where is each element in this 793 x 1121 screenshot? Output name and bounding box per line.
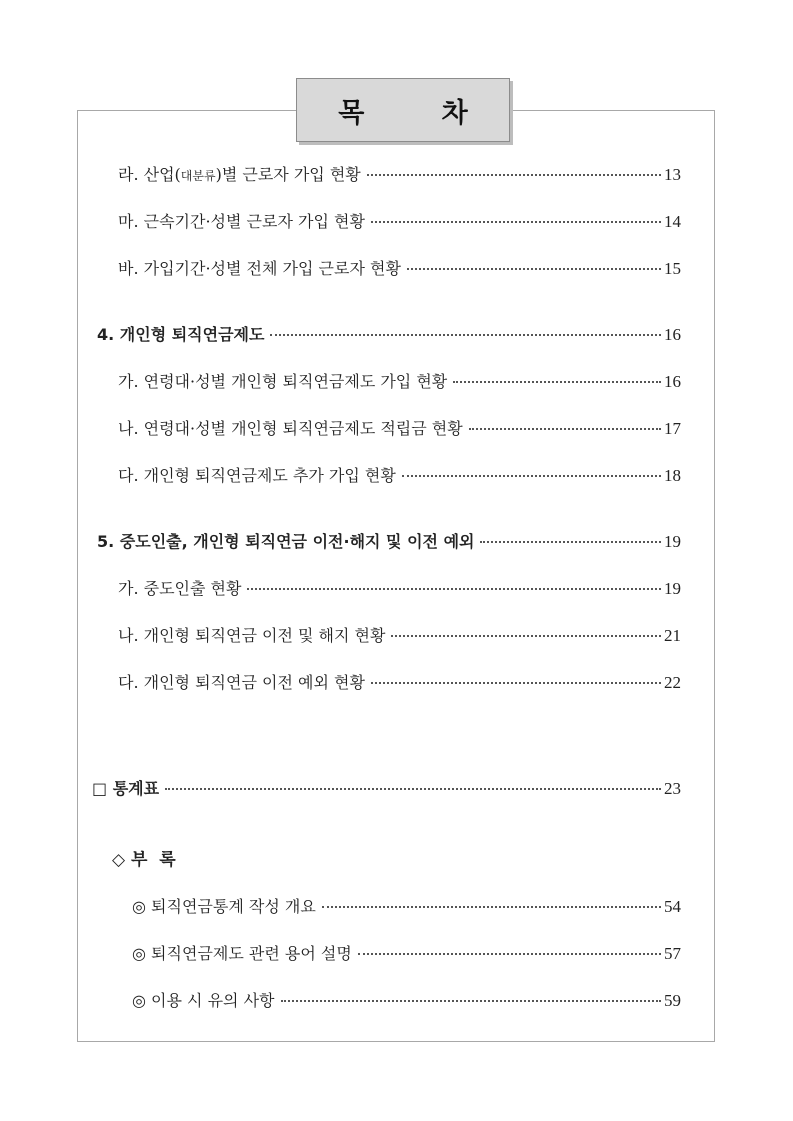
toc-entry-label: ◎ 퇴직연금통계 작성 개요	[132, 897, 316, 916]
toc-entry-transfer-termination[interactable]	[118, 623, 681, 647]
toc-entry-label: ◎ 이용 시 유의 사항	[132, 991, 275, 1010]
toc-entry-tenure-gender[interactable]	[118, 209, 681, 233]
dot-leader	[322, 906, 661, 908]
toc-page-number: 23	[664, 779, 681, 798]
toc-title: 목 차	[338, 97, 502, 129]
dot-leader	[281, 1000, 662, 1002]
toc-page-number: 15	[664, 259, 681, 278]
dot-leader	[247, 588, 661, 590]
toc-title-box	[296, 78, 510, 142]
toc-section-label: □ 통계표	[92, 779, 160, 798]
toc-page-number: 54	[664, 897, 681, 916]
toc-page-number: 17	[664, 419, 681, 438]
toc-entry-label: 나. 개인형 퇴직연금 이전 및 해지 현황	[118, 626, 386, 645]
toc-page-number: 14	[664, 212, 681, 231]
dot-leader	[371, 221, 661, 223]
toc-page-number: 16	[664, 325, 681, 344]
toc-entry-label: 가. 중도인출 현황	[118, 579, 242, 598]
toc-entry-irp-additional[interactable]	[118, 463, 681, 487]
toc-section-4[interactable]	[97, 322, 681, 346]
toc-entry-label: 가. 연령대·성별 개인형 퇴직연금제도 가입 현황	[118, 372, 448, 391]
toc-page-number: 13	[664, 165, 681, 184]
toc-entry-irp-join[interactable]	[118, 369, 681, 393]
toc-entry-label: 라. 산업(	[118, 165, 181, 184]
dot-leader	[371, 682, 661, 684]
toc-entry-transfer-exception[interactable]	[118, 670, 681, 694]
toc-page-number: 18	[664, 466, 681, 485]
toc-statistics-tables[interactable]	[92, 776, 681, 800]
toc-page-number: 22	[664, 673, 681, 692]
toc-page-number: 16	[664, 372, 681, 391]
appendix-heading: ◇ 부 록	[112, 850, 176, 870]
toc-page-number: 19	[664, 532, 681, 551]
toc-entry-label: 바. 가입기간·성별 전체 가입 근로자 현황	[118, 259, 401, 278]
toc-entry-label-rest: )별 근로자 가입 현황	[215, 165, 361, 184]
dot-leader	[407, 268, 661, 270]
toc-entry-label: 다. 개인형 퇴직연금 이전 예외 현황	[118, 673, 365, 692]
toc-section-label: 4. 개인형 퇴직연금제도	[97, 325, 265, 344]
toc-appendix-overview[interactable]	[132, 894, 681, 918]
toc-entry-label: 마. 근속기간·성별 근로자 가입 현황	[118, 212, 365, 231]
dot-leader	[402, 475, 661, 477]
dot-leader	[480, 541, 661, 543]
toc-entry-period-gender[interactable]	[118, 256, 681, 280]
toc-page-number: 59	[664, 991, 681, 1010]
toc-page-number: 21	[664, 626, 681, 645]
dot-leader	[165, 788, 661, 790]
dot-leader	[270, 334, 661, 336]
toc-section-5[interactable]	[97, 529, 681, 553]
toc-entry-withdrawal[interactable]	[118, 576, 681, 600]
dot-leader	[367, 174, 661, 176]
toc-page-number: 19	[664, 579, 681, 598]
dot-leader	[469, 428, 661, 430]
toc-entry-label: 다. 개인형 퇴직연금제도 추가 가입 현황	[118, 466, 396, 485]
toc-entry-label: ◎ 퇴직연금제도 관련 용어 설명	[132, 944, 352, 963]
toc-page-number: 57	[664, 944, 681, 963]
dot-leader	[358, 953, 661, 955]
toc-entry-label: 나. 연령대·성별 개인형 퇴직연금제도 적립금 현황	[118, 419, 463, 438]
toc-section-label: 5. 중도인출, 개인형 퇴직연금 이전·해지 및 이전 예외	[97, 532, 475, 551]
toc-entry-label-small: 대분류	[180, 169, 216, 183]
toc-entry-industry[interactable]	[118, 162, 681, 186]
dot-leader	[391, 635, 661, 637]
toc-appendix-notes[interactable]	[132, 988, 681, 1012]
toc-entry-irp-reserve[interactable]	[118, 416, 681, 440]
toc-appendix-glossary[interactable]	[132, 941, 681, 965]
dot-leader	[453, 381, 661, 383]
